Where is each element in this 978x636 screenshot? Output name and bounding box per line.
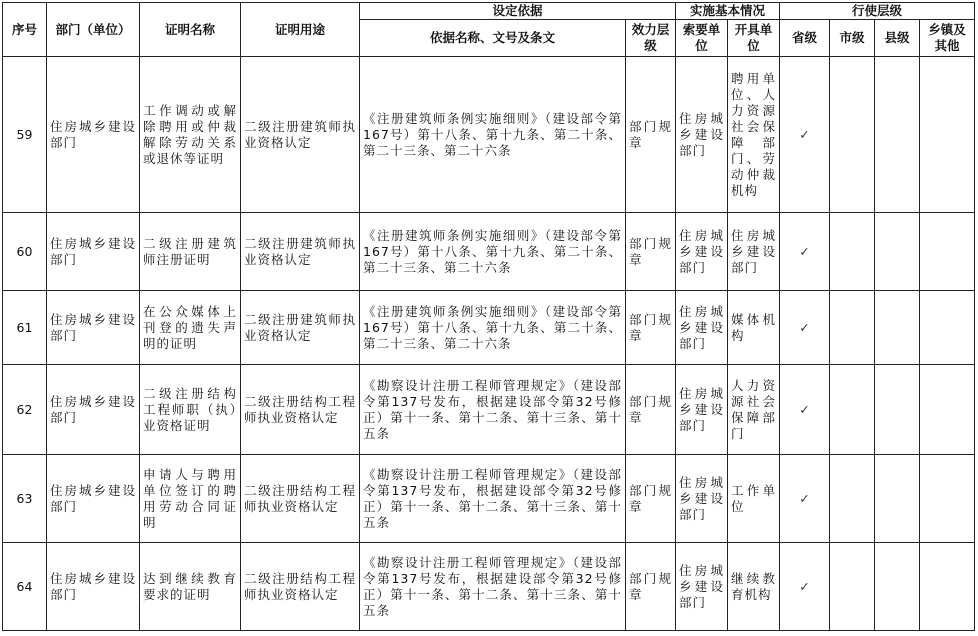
- header-impl-group: 实施基本情况: [676, 3, 780, 20]
- cell-cert-use: 二级注册建筑师执业资格认定: [241, 213, 360, 291]
- check-icon: ✓: [780, 213, 830, 291]
- cell-county: [875, 543, 920, 631]
- cell-cert-name: 达到继续教育要求的证明: [140, 543, 241, 631]
- cell-seq: 59: [3, 57, 47, 213]
- check-icon: ✓: [780, 455, 830, 543]
- cell-cert-use: 二级注册建筑师执业资格认定: [241, 291, 360, 365]
- check-icon: ✓: [780, 365, 830, 455]
- cell-city: [830, 291, 875, 365]
- cell-basis-level: 部门规章: [626, 213, 676, 291]
- cell-county: [875, 57, 920, 213]
- cell-county: [875, 455, 920, 543]
- cell-issue-unit: 继续教育机构: [728, 543, 780, 631]
- cell-basis-doc: 《勘察设计注册工程师管理规定》（建设部令第137号发布，根据建设部令第32号修正）第十一条、第十二条、第十三条、第十五条: [360, 455, 626, 543]
- cell-basis-doc: 《注册建筑师条例实施细则》（建设部令第167号）第十八条、第十九条、第二十条、第二十三条、第二十六条: [360, 57, 626, 213]
- cell-seq: 63: [3, 455, 47, 543]
- header-issue-unit: 开具单位: [728, 20, 780, 57]
- cell-issue-unit: 工作单位: [728, 455, 780, 543]
- cell-city: [830, 455, 875, 543]
- cell-req-unit: 住房城乡建设部门: [676, 543, 728, 631]
- cell-town: [920, 365, 975, 455]
- cell-dept: 住房城乡建设部门: [47, 57, 140, 213]
- table-body: [3, 57, 975, 631]
- cell-town: [920, 213, 975, 291]
- cell-cert-name: 二级注册结构工程师职（执）业资格证明: [140, 365, 241, 455]
- cell-req-unit: 住房城乡建设部门: [676, 291, 728, 365]
- cell-basis-level: 部门规章: [626, 543, 676, 631]
- header-level-city: 市级: [830, 20, 875, 57]
- table-row: [3, 365, 975, 455]
- cell-dept: 住房城乡建设部门: [47, 543, 140, 631]
- cell-cert-use: 二级注册结构工程师执业资格认定: [241, 455, 360, 543]
- cell-seq: 60: [3, 213, 47, 291]
- header-cert-name: 证明名称: [140, 3, 241, 57]
- cell-town: [920, 455, 975, 543]
- cell-issue-unit: 媒体机构: [728, 291, 780, 365]
- header-basis-level: 效力层级: [626, 20, 676, 57]
- header-level-province: 省级: [780, 20, 830, 57]
- cell-issue-unit: 聘用单位、人力资源社会保障部门、劳动仲裁机构: [728, 57, 780, 213]
- cell-basis-level: 部门规章: [626, 455, 676, 543]
- cell-town: [920, 291, 975, 365]
- header-cert-use: 证明用途: [241, 3, 360, 57]
- cell-basis-level: 部门规章: [626, 291, 676, 365]
- cell-county: [875, 291, 920, 365]
- header-req-unit: 索要单位: [676, 20, 728, 57]
- cell-dept: 住房城乡建设部门: [47, 291, 140, 365]
- cell-city: [830, 543, 875, 631]
- cell-seq: 64: [3, 543, 47, 631]
- header-dept: 部门（单位）: [47, 3, 140, 57]
- cell-county: [875, 365, 920, 455]
- cell-city: [830, 365, 875, 455]
- check-icon: ✓: [780, 291, 830, 365]
- cell-seq: 61: [3, 291, 47, 365]
- cell-issue-unit: 住房城乡建设部门: [728, 213, 780, 291]
- table-row: [3, 543, 975, 631]
- cell-town: [920, 543, 975, 631]
- cell-basis-doc: 《勘察设计注册工程师管理规定》（建设部令第137号发布，根据建设部令第32号修正）第十一条、第十二条、第十三条、第十五条: [360, 365, 626, 455]
- header-level-county: 县级: [875, 20, 920, 57]
- cell-req-unit: 住房城乡建设部门: [676, 57, 728, 213]
- check-icon: ✓: [780, 57, 830, 213]
- cell-cert-use: 二级注册建筑师执业资格认定: [241, 57, 360, 213]
- cell-basis-doc: 《注册建筑师条例实施细则》（建设部令第167号）第十八条、第十九条、第二十条、第二十三条、第二十六条: [360, 291, 626, 365]
- header-basis-group: 设定依据: [360, 3, 676, 20]
- cell-dept: 住房城乡建设部门: [47, 365, 140, 455]
- cell-basis-doc: 《勘察设计注册工程师管理规定》（建设部令第137号发布，根据建设部令第32号修正）第十一条、第十二条、第十三条、第十五条: [360, 543, 626, 631]
- cell-req-unit: 住房城乡建设部门: [676, 213, 728, 291]
- cell-dept: 住房城乡建设部门: [47, 213, 140, 291]
- table-row: [3, 455, 975, 543]
- cell-cert-name: 申请人与聘用单位签订的聘用劳动合同证明: [140, 455, 241, 543]
- certification-table: [2, 2, 975, 631]
- header-level-group: 行使层级: [780, 3, 975, 20]
- cell-req-unit: 住房城乡建设部门: [676, 455, 728, 543]
- cell-seq: 62: [3, 365, 47, 455]
- cell-basis-level: 部门规章: [626, 365, 676, 455]
- cell-issue-unit: 人力资源社会保障部门: [728, 365, 780, 455]
- cell-cert-use: 二级注册结构工程师执业资格认定: [241, 543, 360, 631]
- table-header: [3, 3, 975, 57]
- cell-cert-name: 工作调动或解除聘用或仲裁解除劳动关系或退休等证明: [140, 57, 241, 213]
- cell-city: [830, 213, 875, 291]
- table-row: [3, 213, 975, 291]
- cell-town: [920, 57, 975, 213]
- cell-cert-name: 二级注册建筑师注册证明: [140, 213, 241, 291]
- cell-cert-use: 二级注册结构工程师执业资格认定: [241, 365, 360, 455]
- table-row: [3, 291, 975, 365]
- cell-dept: 住房城乡建设部门: [47, 455, 140, 543]
- cell-basis-doc: 《注册建筑师条例实施细则》（建设部令第167号）第十八条、第十九条、第二十条、第二十三条、第二十六条: [360, 213, 626, 291]
- header-level-town: 乡镇及其他: [920, 20, 975, 57]
- header-basis-doc: 依据名称、文号及条文: [360, 20, 626, 57]
- check-icon: ✓: [780, 543, 830, 631]
- table-row: [3, 57, 975, 213]
- cell-county: [875, 213, 920, 291]
- cell-city: [830, 57, 875, 213]
- cell-req-unit: 住房城乡建设部门: [676, 365, 728, 455]
- header-seq: 序号: [3, 3, 47, 57]
- cell-cert-name: 在公众媒体上刊登的遗失声明的证明: [140, 291, 241, 365]
- cell-basis-level: 部门规章: [626, 57, 676, 213]
